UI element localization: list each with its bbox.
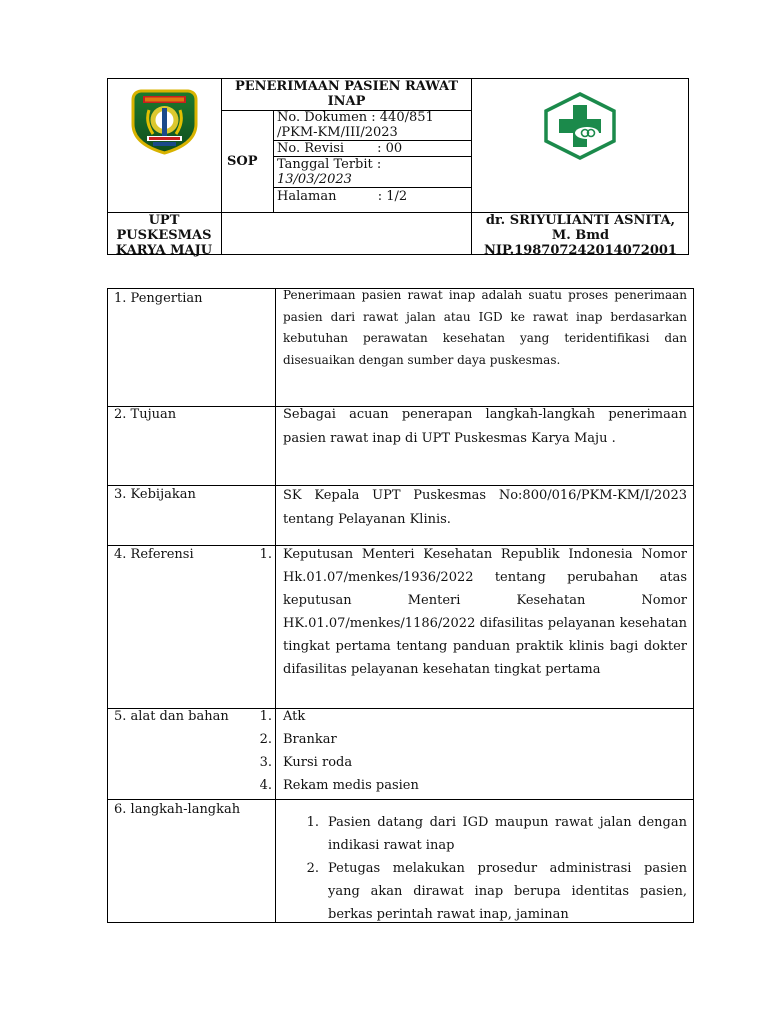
alat-item: Atk (283, 709, 306, 724)
langkah-label: 6. langkah-langkah (114, 802, 241, 817)
head-signatory: dr. SRIYULIANTI ASNITA, M. Bmd NIP.198707242014072001 (484, 213, 677, 258)
alat-item: Kursi roda (283, 755, 353, 770)
sop-title: PENERIMAAN PASIEN RAWAT INAP (234, 79, 459, 109)
tujuan-label: 2. Tujuan (114, 407, 177, 422)
langkah-item: Pasien datang dari IGD maupun rawat jalan dengan indikasi rawat inap (328, 815, 687, 853)
issue-date: Tanggal Terbit : 13/03/2023 (277, 157, 382, 187)
pengertian-text: Penerimaan pasien rawat inap adalah suatu proses penerimaan pasien dari rawat jalan atau IGD ke rawat inap berdasarkan kebutuhan perawatan kesehatan yang teridentifikasi dan disesuaikan dengan sumber daya puskesmas. (283, 288, 687, 367)
referensi-text: Keputusan Menteri Kesehatan Republik Indonesia Nomor Hk.01.07/menkes/1936/2022 tentang perubahan atas keputusan Menteri Kesehatan Nomor HK.01.07/menkes/1186/2022 difasilitas pelayanan kesehatan tingkat pertama tentang panduan praktik klinis bagi dokter difasilitas pelayanan kesehatan tingkat pertama (283, 547, 687, 677)
document-number: No. Dokumen : 440/851 /PKM-KM/III/2023 (277, 110, 434, 140)
alat-bahan-label: 5. alat dan bahan (114, 709, 229, 724)
kebijakan-text: SK Kepala UPT Puskesmas No:800/016/PKM-KM/I/2023 tentang Pelayanan Klinis. (283, 488, 687, 527)
kebijakan-label: 3. Kebijakan (114, 487, 196, 502)
alat-item: Brankar (283, 732, 337, 747)
alat-item-number: 1. (259, 709, 272, 724)
sop-label: SOP (227, 154, 258, 169)
pengertian-label: 1. Pengertian (114, 291, 203, 306)
referensi-number: 1. (259, 547, 272, 562)
langkah-item-number: 2. (306, 861, 319, 876)
organization-name: UPT PUSKESMAS KARYA MAJU (115, 213, 213, 258)
alat-item-number: 2. (259, 732, 272, 747)
regency-shield-emblem-icon (127, 86, 202, 156)
langkah-item-number: 1. (306, 815, 319, 830)
alat-item-number: 3. (259, 755, 272, 770)
revision-number: No. Revisi : 00 (277, 141, 403, 156)
puskesmas-cross-logo-icon (543, 92, 617, 160)
page-number: Halaman : 1/2 (277, 189, 408, 204)
referensi-label: 4. Referensi (114, 547, 194, 562)
langkah-item: Petugas melakukan prosedur administrasi pasien yang akan dirawat inap berupa identitas pasien, berkas perintah rawat inap, jaminan (328, 861, 687, 922)
tujuan-text: Sebagai acuan penerapan langkah-langkah penerimaan pasien rawat inap di UPT Puskesmas Karya Maju . (283, 407, 687, 446)
alat-item-number: 4. (259, 778, 272, 793)
alat-item: Rekam medis pasien (283, 778, 419, 793)
